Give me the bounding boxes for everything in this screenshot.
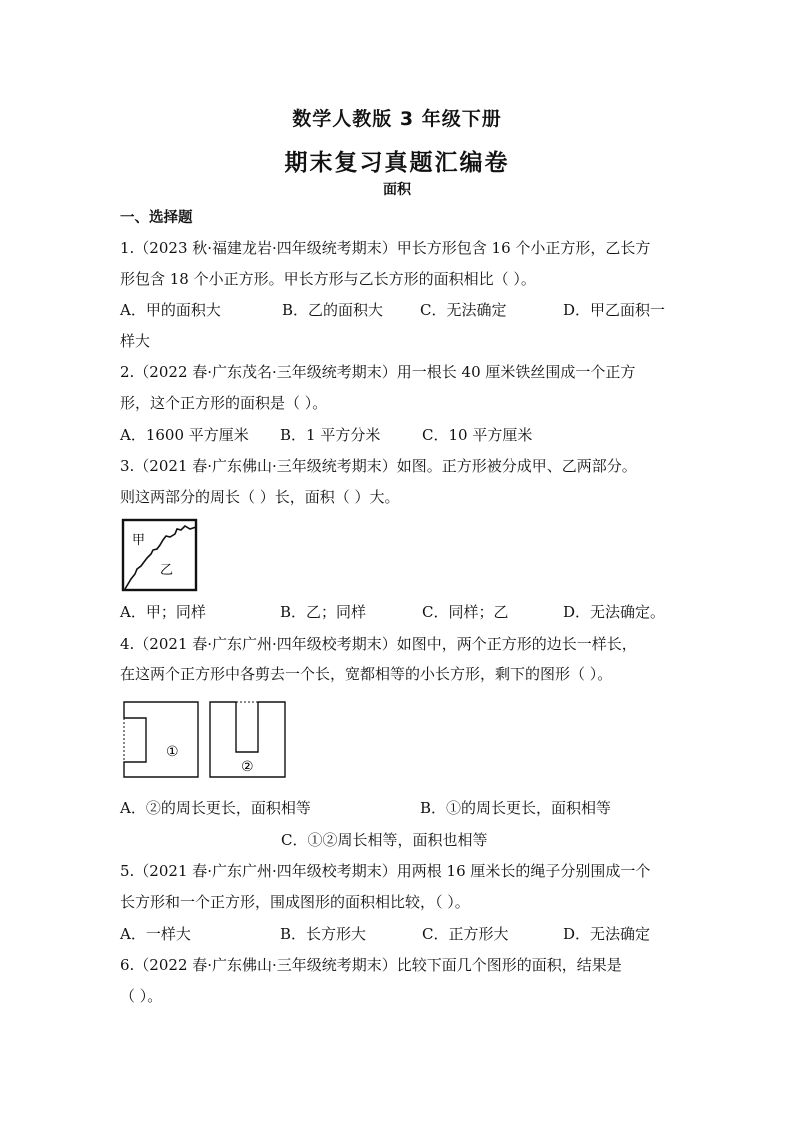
q5-text-line2: 长方形和一个正方形，围成图形的面积相比较，（ ）。: [120, 893, 470, 911]
q3-label-yi: 乙: [160, 563, 174, 578]
q4-shape-1: [124, 702, 198, 777]
q4-text-line2: 在这两个正方形中各剪去一个长，宽都相等的小长方形，剩下的图形（ ）。: [120, 665, 613, 683]
q4-label-2: ②: [241, 759, 254, 775]
q3-square-figure: [120, 517, 200, 593]
q5-text-line1: 5.（2021 春·广东广州·四年级校考期末）用两根 16 厘米长的绳子分别围成一个: [120, 862, 651, 880]
q4-option-b: B．①的周长更长，面积相等: [420, 799, 612, 817]
q4-two-squares-figure: [120, 698, 290, 782]
q5-option-d: D．无法确定: [563, 925, 651, 943]
q6-text-line1: 6.（2022 春·广东佛山·三年级统考期末）比较下面几个图形的面积，结果是: [120, 956, 622, 974]
worksheet-topic: 面积: [383, 182, 411, 198]
q3-option-a: A．甲；同样: [120, 603, 206, 621]
q6-text-line2: （ ）。: [120, 987, 163, 1005]
q3-text-line1: 3.（2021 春·广东佛山·三年级统考期末）如图。正方形被分成甲、乙两部分。: [120, 457, 637, 475]
q1-option-c: C．无法确定: [420, 301, 507, 319]
q3-text-line2: 则这两部分的周长（ ）长，面积（ ）大。: [120, 488, 400, 506]
q1-option-b: B．乙的面积大: [282, 301, 384, 319]
q2-option-c: C．10 平方厘米: [422, 426, 533, 444]
q1-text-line2: 形包含 18 个小正方形。甲长方形与乙长方形的面积相比（ ）。: [120, 270, 536, 288]
q2-text-line2: 形，这个正方形的面积是（ ）。: [120, 394, 328, 412]
q2-text-line1: 2.（2022 春·广东茂名·三年级统考期末）用一根长 40 厘米铁丝围成一个正方: [120, 363, 636, 381]
worksheet-subtitle: 期末复习真题汇编卷: [284, 150, 510, 176]
q5-option-b: B．长方形大: [280, 925, 367, 943]
q3-option-c: C．同样；乙: [422, 603, 509, 621]
worksheet-title: 数学人教版 3 年级下册: [292, 108, 502, 130]
q3-label-jia: 甲: [132, 533, 146, 548]
q5-option-c: C．正方形大: [422, 925, 509, 943]
q3-option-b: B．乙；同样: [280, 603, 367, 621]
q1-option-d-cont: 样大: [120, 332, 151, 350]
q1-text-line1: 1.（2023 秋·福建龙岩·四年级统考期末）甲长方形包含 16 个小正方形，乙长方: [120, 239, 651, 257]
section-heading: 一、选择题: [120, 210, 193, 226]
q3-square-outline: [123, 520, 196, 590]
q1-option-a: A．甲的面积大: [120, 301, 221, 319]
q5-option-a: A．一样大: [120, 925, 191, 943]
q4-option-a: A．②的周长更长，面积相等: [120, 799, 311, 817]
q3-option-d: D．无法确定。: [563, 603, 666, 621]
q1-option-d: D．甲乙面积一: [563, 301, 666, 319]
q4-text-line1: 4.（2021 春·广东广州·四年级校考期末）如图中，两个正方形的边长一样长，: [120, 635, 637, 653]
q2-option-a: A．1600 平方厘米: [120, 426, 249, 444]
q2-option-b: B．1 平方分米: [280, 426, 381, 444]
q4-label-1: ①: [166, 744, 179, 760]
q4-option-c: C．①②周长相等，面积也相等: [281, 831, 488, 849]
